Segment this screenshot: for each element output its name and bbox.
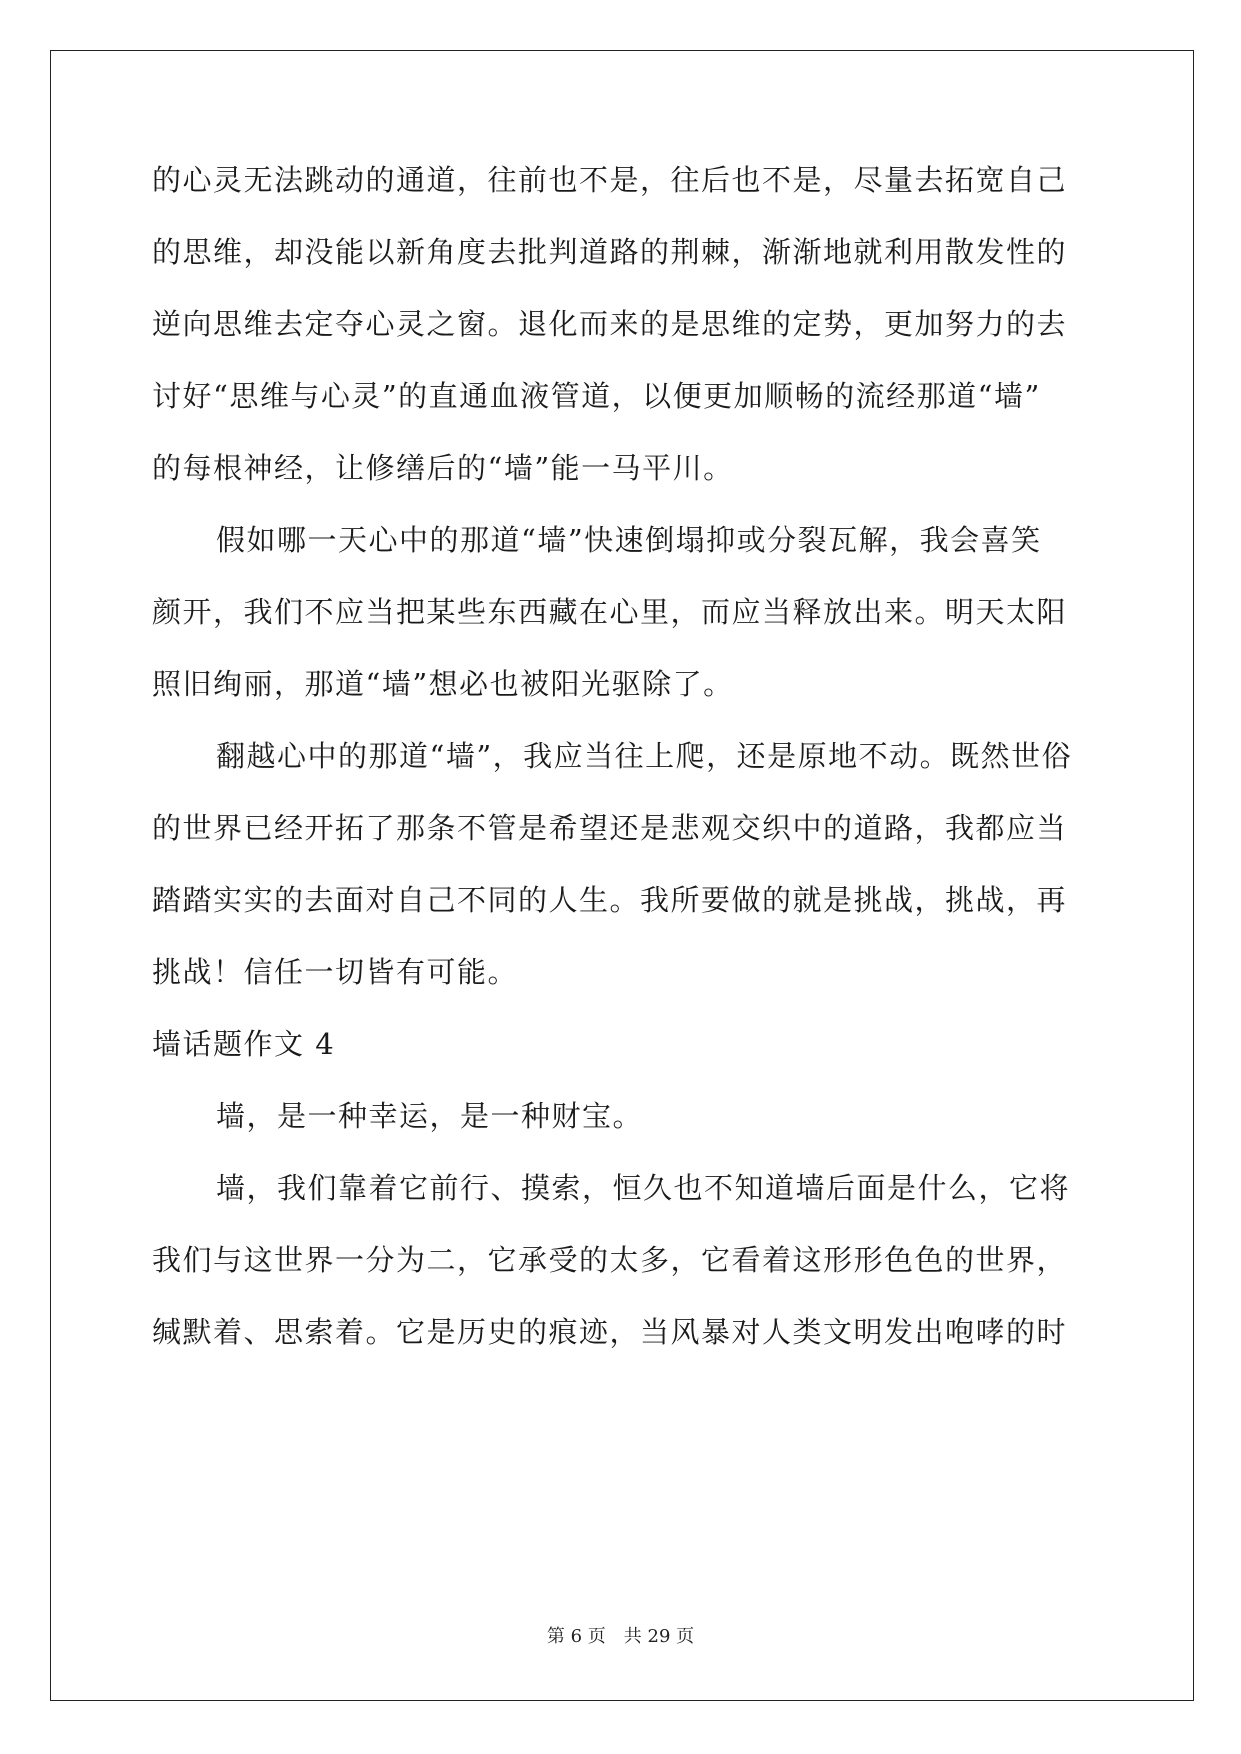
text-line: 踏踏实实的去面对自己不同的人生。我所要做的就是挑战，挑战，再: [152, 883, 1068, 917]
text-line: 挑战！信任一切皆有可能。: [152, 955, 519, 989]
text-line: 我们与这世界一分为二，它承受的太多，它看着这形形色色的世界，: [152, 1243, 1068, 1277]
text-line: 缄默着、思索着。它是历史的痕迹，当风暴对人类文明发出咆哮的时: [152, 1315, 1068, 1349]
text-line: 讨好“思维与心灵”的直通血液管道，以便更加顺畅的流经那道“墙”: [152, 379, 1041, 413]
text-line: 颜开，我们不应当把某些东西藏在心里，而应当释放出来。明天太阳: [152, 595, 1068, 629]
text-line: 翻越心中的那道“墙”，我应当往上爬，还是原地不动。既然世俗: [216, 739, 1073, 773]
text-line: 假如哪一天心中的那道“墙”快速倒塌抑或分裂瓦解，我会喜笑: [216, 523, 1042, 557]
text-line: 逆向思维去定夺心灵之窗。退化而来的是思维的定势，更加努力的去: [152, 307, 1068, 341]
text-line: 的每根神经，让修缮后的“墙”能一马平川。: [152, 451, 734, 485]
page-border: [50, 50, 1194, 1701]
text-line: 照旧绚丽，那道“墙”想必也被阳光驱除了。: [152, 667, 734, 701]
section-heading: 墙话题作文 4: [152, 1027, 336, 1061]
text-line: 墙，我们靠着它前行、摸索，恒久也不知道墙后面是什么，它将: [216, 1171, 1071, 1205]
text-line: 的思维，却没能以新角度去批判道路的荆棘，渐渐地就利用散发性的: [152, 235, 1068, 269]
page-number-footer: 第 6 页 共 29 页: [546, 1626, 695, 1647]
text-line: 墙，是一种幸运，是一种财宝。: [216, 1099, 644, 1133]
text-line: 的世界已经开拓了那条不管是希望还是悲观交织中的道路，我都应当: [152, 811, 1068, 845]
text-line: 的心灵无法跳动的通道，往前也不是，往后也不是，尽量去拓宽自己: [152, 163, 1068, 197]
